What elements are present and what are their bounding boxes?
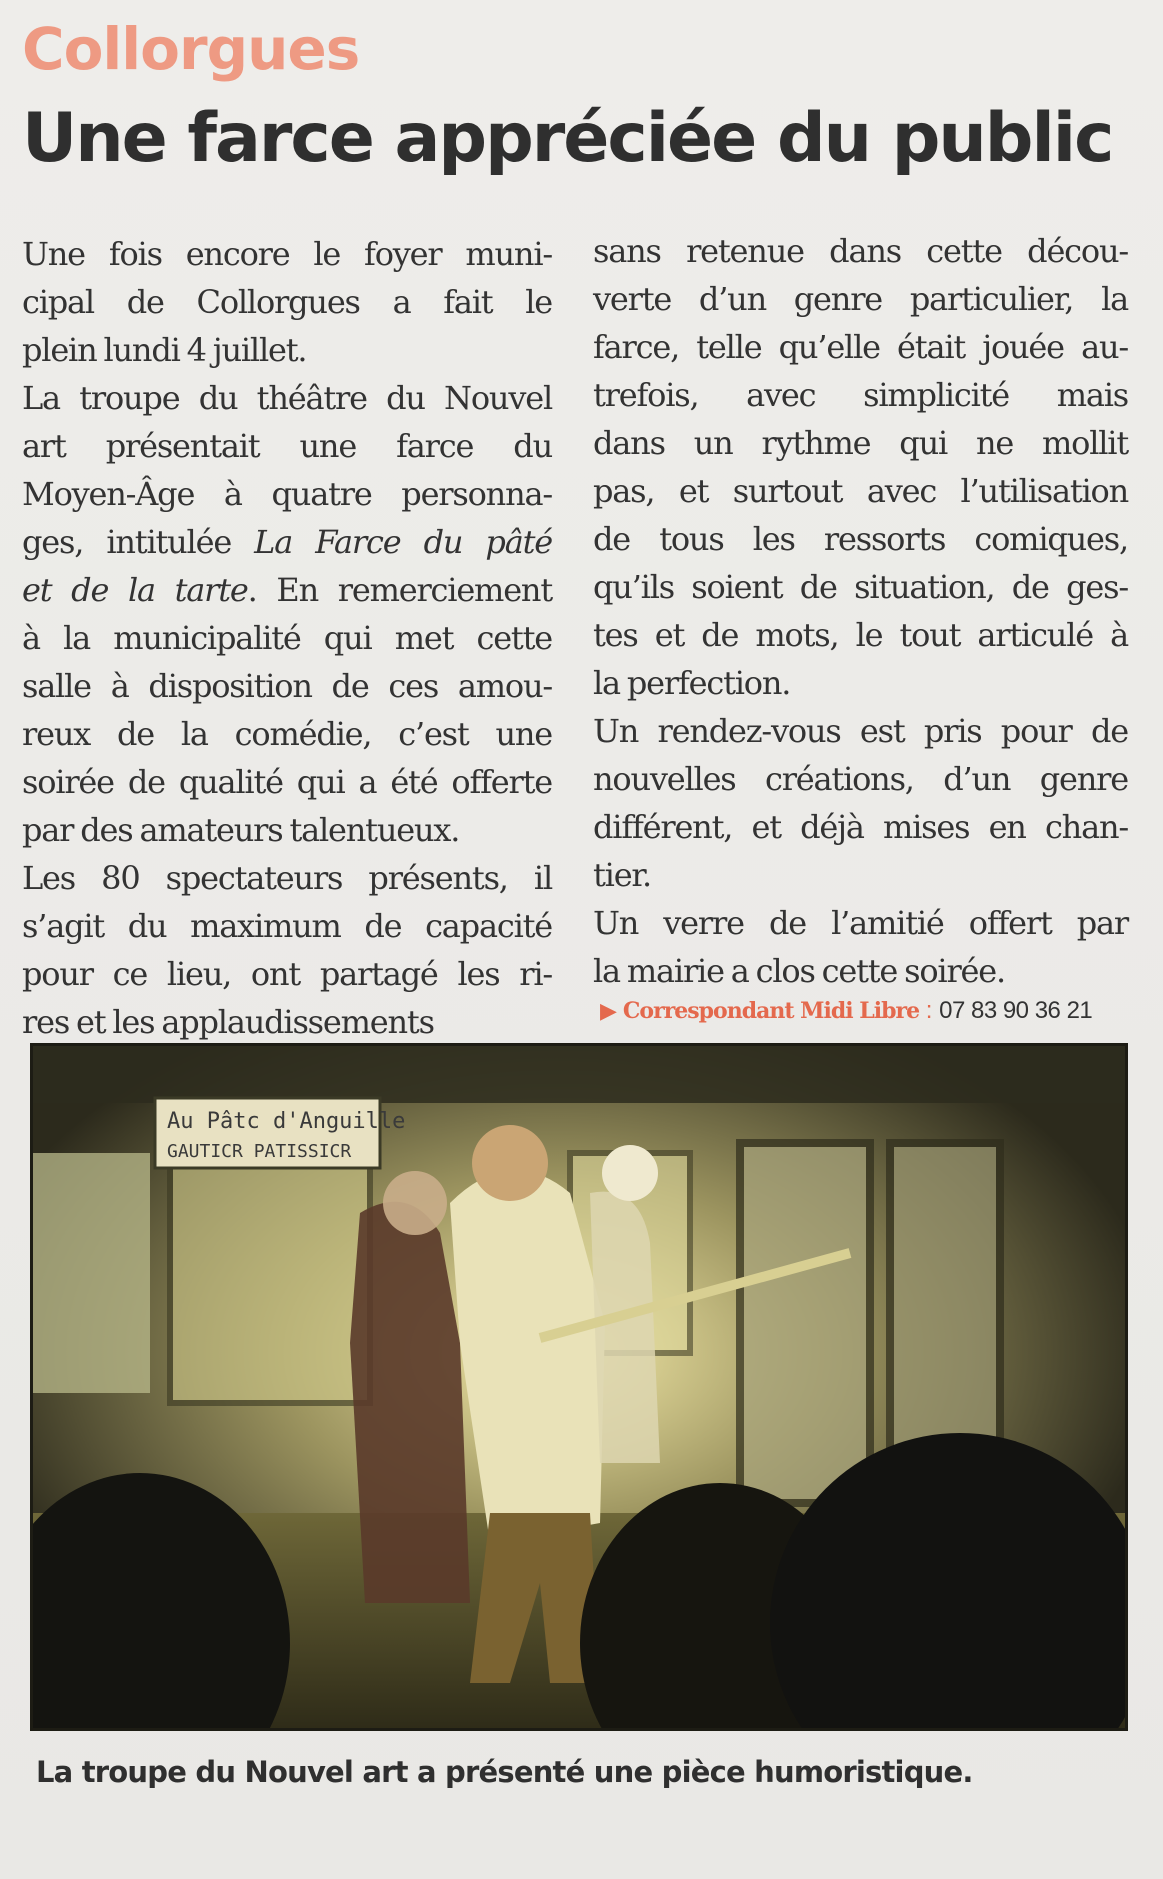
article-line: [22, 470, 552, 518]
line-text: nouvelles créations, d’un genre: [593, 760, 1128, 798]
line-text: ges, intitulée: [22, 523, 255, 561]
credit-separator: :: [919, 997, 940, 1024]
article-line: [22, 710, 552, 758]
line-text: verte d’un genre particulier, la: [593, 280, 1128, 318]
line-text: Moyen-Âge à quatre personna-: [22, 475, 552, 513]
line-text: sans retenue dans cette décou-: [593, 232, 1128, 270]
italic-title-text: La Farce du pâté: [254, 523, 552, 561]
article-line: [22, 230, 552, 278]
article-headline: Une farce appréciée du public: [22, 99, 1113, 178]
credit-label: Correspondant Midi Libre: [622, 998, 920, 1024]
shop-sign-line2: GAUTICR PATISSICR: [167, 1141, 352, 1162]
article-line: [22, 566, 552, 614]
article-line: [593, 899, 1128, 947]
line-text: pour ce lieu, ont partagé les ri-: [22, 955, 552, 993]
line-text: tes et de mots, le tout articulé à: [593, 616, 1128, 654]
right-door: [740, 1143, 870, 1503]
article-line: [22, 326, 552, 374]
line-text: plein lundi 4 juillet.: [22, 331, 307, 369]
article-photo: [30, 1043, 1128, 1731]
triangle-arrow-icon: ▶: [600, 998, 617, 1023]
line-text: la perfection.: [593, 664, 791, 702]
line-text: soirée de qualité qui a été offerte: [22, 763, 552, 801]
line-text: Une fois encore le foyer muni-: [22, 235, 552, 273]
line-text: salle à disposition de ces amou-: [22, 667, 552, 705]
article-line: [593, 947, 1128, 995]
line-text: trefois, avec simplicité mais: [593, 376, 1128, 414]
article-line: [22, 998, 552, 1046]
article-line: [593, 659, 1128, 707]
article-line: [22, 662, 552, 710]
article-line: [593, 851, 1128, 899]
article-line: [593, 419, 1128, 467]
article-line: [22, 374, 552, 422]
article-line: [593, 707, 1128, 755]
article-line: [22, 518, 552, 566]
article-line: [22, 758, 552, 806]
line-text: reux de la comédie, c’est une: [22, 715, 552, 753]
article-line: [22, 806, 552, 854]
photo-caption: La troupe du Nouvel art a présenté une pièce humoristique.: [36, 1755, 973, 1789]
italic-title-text: et de la tarte: [22, 571, 248, 609]
article-line: [22, 422, 552, 470]
line-text: différent, et déjà mises en chan-: [593, 808, 1128, 846]
article-line: [593, 755, 1128, 803]
article-line: [593, 275, 1128, 323]
article-line: [593, 515, 1128, 563]
line-text: qu’ils soient de situation, de ges-: [593, 568, 1128, 606]
article-line: [593, 467, 1128, 515]
article-line: [22, 902, 552, 950]
article-line: [593, 611, 1128, 659]
line-text: de tous les ressorts comiques,: [593, 520, 1128, 558]
line-text: res et les applaudissements: [22, 1003, 434, 1041]
line-text: s’agit du maximum de capacité: [22, 907, 552, 945]
line-text: La troupe du théâtre du Nouvel: [22, 379, 552, 417]
credit-phone: 07 83 90 36 21: [939, 997, 1093, 1024]
article-line: [593, 227, 1128, 275]
section-kicker: Collorgues: [22, 15, 360, 83]
line-text: à la municipalité qui met cette: [22, 619, 552, 657]
line-text: Un verre de l’amitié offert par: [593, 904, 1128, 942]
article-line: [593, 563, 1128, 611]
article-line: [593, 323, 1128, 371]
line-text: . En remerciement: [247, 571, 553, 609]
correspondent-credit: [600, 995, 1092, 1027]
line-text: par des amateurs talentueux.: [22, 811, 460, 849]
shop-sign-line1: Au Pâtc d'Anguille: [167, 1109, 406, 1134]
article-line: [22, 614, 552, 662]
line-text: Les 80 spectateurs présents, il: [22, 859, 552, 897]
article-line: [22, 278, 552, 326]
line-text: Un rendez-vous est pris pour de: [593, 712, 1128, 750]
article-column-left: [22, 230, 552, 1046]
line-text: art présentait une farce du: [22, 427, 552, 465]
theatre-scene-illustration: [30, 1043, 1128, 1731]
line-text: farce, telle qu’elle était jouée au-: [593, 328, 1128, 366]
line-text: cipal de Collorgues a fait le: [22, 283, 552, 321]
article-line: [593, 371, 1128, 419]
article-line: [22, 950, 552, 998]
left-window: [30, 1153, 150, 1393]
article-line: [22, 854, 552, 902]
article-line: [593, 803, 1128, 851]
article-column-right: [593, 227, 1128, 995]
line-text: tier.: [593, 856, 651, 894]
line-text: pas, et surtout avec l’utilisation: [593, 472, 1128, 510]
line-text: la mairie a clos cette soirée.: [593, 952, 1006, 990]
line-text: dans un rythme qui ne mollit: [593, 424, 1128, 462]
